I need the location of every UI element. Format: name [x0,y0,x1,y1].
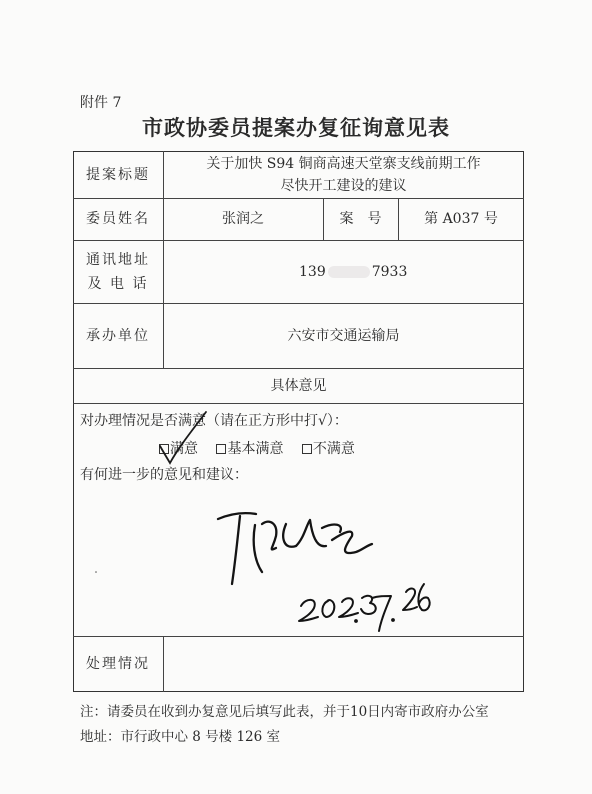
proposal-title-label: 提案标题 [86,166,150,183]
checkmark-icon [160,412,206,463]
footer-address: 地址：市行政中心 8 号楼 126 室 [80,729,281,745]
further-suggestions-prompt: 有何进一步的意见和建议： [80,467,248,483]
contact-label-line-2: 及 电 话 [87,275,149,292]
proposal-title-line-2: 尽快开工建设的建议 [280,177,407,194]
footer-note: 注：请委员在收到办复意见后填写此表，并于10日内寄市政府办公室 [80,704,489,720]
handwritten-date [299,584,430,631]
handwritten-signature [218,513,372,584]
member-name-label: 委员姓名 [86,211,150,227]
form-title: 市政协委员提案办复征询意见表 [142,115,450,140]
member-name: 张润之 [222,211,264,227]
case-no: 第 A037 号 [424,211,498,227]
handler-unit: 六安市交通运输局 [287,327,400,344]
ink-speck [95,571,97,573]
phone-prefix: 139 [299,263,326,280]
handling-label: 处理情况 [86,656,150,672]
attachment-label: 附件 7 [80,95,122,111]
option-unsatisfied[interactable]: 不满意 [302,441,355,457]
option-satisfied[interactable]: 满意 [159,441,198,457]
option-basically-satisfied[interactable]: 基本满意 [216,441,283,457]
contact-label-line-1: 通讯地址 [86,251,150,268]
handler-label: 承办单位 [86,327,150,344]
proposal-title-line-1: 关于加快 S94 铜商高速天堂寨支线前期工作 [206,155,481,172]
satisfaction-question: 对办理情况是否满意（请在正方形中打√）： [80,413,348,429]
case-no-label: 案 号 [339,211,382,227]
opinion-header: 具体意见 [270,377,327,394]
phone-suffix: 7933 [371,263,408,280]
